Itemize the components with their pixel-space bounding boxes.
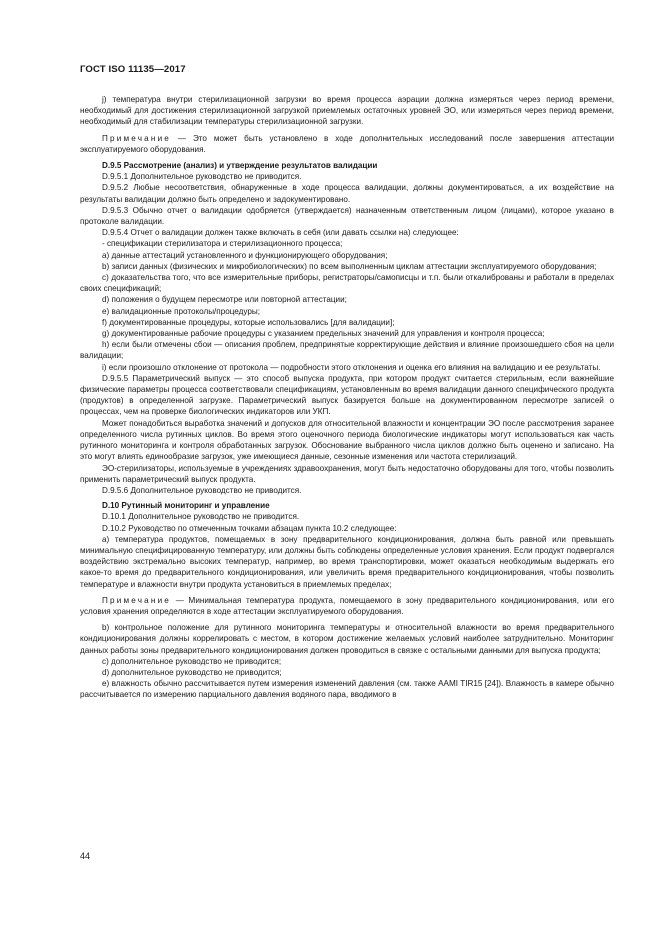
body-paragraph: b) записи данных (физических и микробиологических) по всем выполненным циклам аттестации эксплуатируемого оборудования; <box>102 261 597 271</box>
body-paragraph: e) валидационные протоколы/процедуры; <box>102 306 260 316</box>
body-paragraph: j) температура внутри стерилизационной загрузки во время процесса аэрации должна измеряться через период времени, необходимый для достижения стерилизационной загрузкой приемлемых остаточных уровней ЭО, или измеряться через период времени, необходимый для стабилизации температуры стерилизационной загрузки. <box>80 95 614 127</box>
body-paragraph: D.9.5.4 Отчет о валидации должен также включать в себя (или давать ссылки на) следующее: <box>102 228 459 238</box>
body-paragraph: D.10.2 Руководство по отмеченным точками абзацам пункта 10.2 следующее: <box>102 523 397 533</box>
body-paragraph: c) дополнительное руководство не приводится; <box>102 656 282 666</box>
body-paragraph: b) контрольное положение для рутинного мониторинга температуры и относительной влажности во время предварительного кондиционирования должны коррелировать с местом, в котором достижение желаемых условий наиболее затруднительно. Мониторинг данных работы зоны предварительного кондиционирования должен проводиться в связке с остальными данными для выпуска продукта; <box>80 623 614 655</box>
page-number: 44 <box>80 851 91 861</box>
body-paragraph: a) температура продуктов, помещаемых в зону предварительного кондиционирования, должна быть равной или превышать минимальную специфицированную температуру, или должны быть соблюдены определенные условия хранения. Если продукт подвергался воздействию экстремально высоких температур, например, во время транспортировки, может оказаться необходимым выдержать его какое-то время до предварительного кондиционирования, или увеличить время предварительного кондиционирования, чтобы позволить температуре и влажности внутри продукта установиться в приемлемых пределах; <box>80 534 614 589</box>
body-paragraph: d) положения о будущем пересмотре или повторной аттестации; <box>102 295 347 305</box>
body-paragraph: - спецификации стерилизатора и стерилизационного процесса; <box>102 239 343 249</box>
body-paragraph: ЭО-стерилизаторы, используемые в учреждениях здравоохранения, могут быть недостаточно оборудованы для того, чтобы позволить применить параметрический выпуск продукта. <box>80 463 614 484</box>
note-text: — Минимальная температура продукта, помещаемого в зону предварительного кондиционирования, или его условия хранения определяются в ходе аттестации эксплуатируемого оборудования. <box>80 595 614 616</box>
body-paragraph: D.10.1 Дополнительное руководство не приводится. <box>102 512 300 522</box>
body-paragraph: a) данные аттестаций установленного и функционирующего оборудования; <box>102 250 388 260</box>
body-paragraph: d) дополнительное руководство не приводится; <box>102 667 282 677</box>
body-paragraph: f) документированные процедуры, которые использовались [для валидации]; <box>102 317 395 327</box>
body-paragraph: e) влажность обычно рассчитывается путем измерения изменений давления (см. также AAMI TIR15 [24]). Влажность в камере обычно рассчитывается по измерению парциального давления водяного пара, вводимого в <box>80 679 614 700</box>
note-paragraph <box>80 595 614 617</box>
body-paragraph: D.9.5.5 Параметрический выпуск — это способ выпуска продукта, при котором продукт считается стерильным, если важнейшие физические параметры процесса соответствовали спецификациям, установленным во время валидации данного специфического продукта (продуктов) в определенной загрузке. Параметрический выпуск базируется больше на документированном пересмотре записей о процессах, чем на проверке биологических индикаторов или УКП. <box>80 373 614 417</box>
note-text: — Это может быть установлено в ходе дополнительных исследований после завершения аттестации эксплуатируемого оборудования. <box>80 133 614 154</box>
document-body <box>80 94 614 701</box>
body-paragraph: h) если были отмечены сбои — описания проблем, предпринятые корректирующие действия и влияние произошедшего сбоя на цели валидации; <box>80 340 614 361</box>
body-paragraph: D.9.5.1 Дополнительное руководство не приводится. <box>102 172 302 182</box>
section-heading: D.9.5 Рассмотрение (анализ) и утверждение результатов валидации <box>102 161 378 171</box>
body-paragraph: D.9.5.6 Дополнительное руководство не приводится. <box>102 485 302 495</box>
note-paragraph <box>80 133 614 155</box>
body-paragraph: D.9.5.2 Любые несоответствия, обнаруженные в ходе процесса валидации, должны документироваться, а их воздействие на результаты валидации должно быть определено и задокументировано. <box>80 183 614 204</box>
note-label: Примечание <box>102 595 172 605</box>
body-paragraph: Может понадобиться выработка значений и допусков для относительной влажности и концентрации ЭО после рассмотрения заранее определенного числа рутинных циклов. Во время этого оценочного периода биологические индикаторы могут использоваться как часть рутинного мониторинга и контроля обработанных загрузок. Обоснование выбранного числа циклов должно быть оценено и записано. На это могут влиять единообразие загрузок, уже имеющиеся данные, сезонные изменения или частота стерилизаций. <box>80 418 614 462</box>
body-paragraph: g) документированные рабочие процедуры с указанием предельных значений для управления и контроля процесса; <box>102 329 545 339</box>
body-paragraph: D.9.5.3 Обычно отчет о валидации одобряется (утверждается) назначенным ответственным лицом (лицами), которое указано в протоколе валидации. <box>80 205 614 227</box>
body-paragraph: c) доказательства того, что все измерительные приборы, регистраторы/самописцы и т.п. были откалиброваны и работали в пределах своих спецификаций; <box>80 273 614 294</box>
body-paragraph: i) если произошло отклонение от протокола — подробности этого отклонения и оценка его влияния на валидацию и ее результаты. <box>102 362 601 372</box>
document-header: ГОСТ ISO 11135—2017 <box>80 64 186 75</box>
section-heading: D.10 Рутинный мониторинг и управление <box>102 501 270 511</box>
note-label: Примечание <box>102 133 172 143</box>
